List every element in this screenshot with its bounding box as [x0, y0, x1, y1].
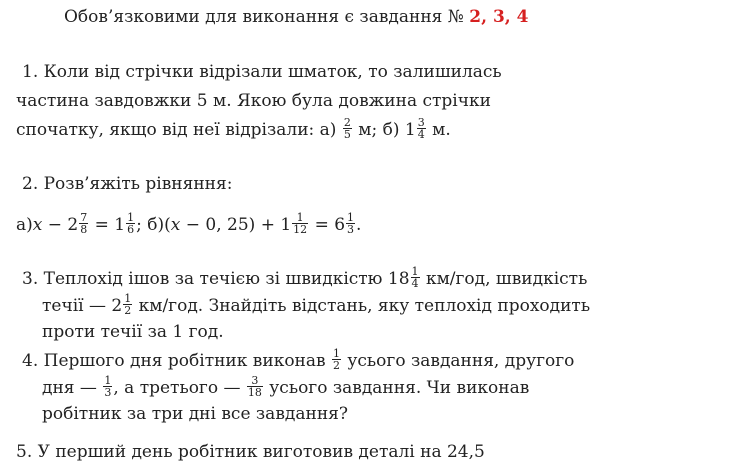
- task5-line1-partial: 5. У перший день робітник виготовив деталі на 24,5: [16, 442, 485, 462]
- task2-title: 2. Розв’яжіть рівняння:: [22, 174, 233, 194]
- assignment-header: [64, 6, 528, 28]
- fraction-1-3: $\frac{1}{3}$: [104, 374, 112, 399]
- task4-line2: дня — $\frac{1}{3}$ , а третього — $\frac{3}{18}$ усього завдання. Чи виконав: [42, 374, 530, 399]
- task1-line2: частина завдовжки 5 м. Якою була довжина стрічки: [16, 91, 491, 111]
- fraction-1-2: $\frac{1}{2}$: [333, 347, 340, 372]
- task3-line1: 3. Теплохід ішов за течією зі швидкістю 18 $\frac{1}{4}$ км/год, швидкість: [22, 265, 588, 290]
- fraction-3-18: $\frac{3}{18}$: [247, 374, 262, 399]
- task4-line3: робітник за три дні все завдання?: [42, 404, 348, 424]
- fraction-1-12: $\frac{1}{12}$: [293, 211, 308, 236]
- fraction-1-6: $\frac{1}{6}$: [127, 211, 135, 236]
- fraction-1-3: $\frac{1}{3}$: [347, 211, 355, 236]
- task1-line3: спочатку, якщо від неї відрізали: а) $\frac{2}{5}$ м; б) 1 $\frac{3}{4}$ м.: [16, 116, 451, 141]
- fraction-1-4: $\frac{1}{4}$: [411, 265, 419, 290]
- fraction-3-4: $\frac{3}{4}$: [417, 116, 425, 141]
- fraction-7-8: $\frac{7}{8}$: [80, 211, 88, 236]
- task3-line3: проти течії за 1 год.: [42, 322, 224, 342]
- task1-line1: 1. Коли від стрічки відрізали шматок, то залишилась: [22, 62, 502, 82]
- fraction-1-2: $\frac{1}{2}$: [124, 292, 132, 317]
- required-task-numbers: 2, 3, 4: [469, 7, 529, 27]
- fraction-2-5: $\frac{2}{5}$: [343, 116, 351, 141]
- task4-line1: 4. Першого дня робітник виконав $\frac{1}{2}$ усього завдання, другого: [22, 347, 575, 372]
- task3-line2: течії — 2 $\frac{1}{2}$ км/год. Знайдіть відстань, яку теплохід проходить: [42, 292, 591, 317]
- header-text: Обов’язковими для виконання є завдання №: [64, 7, 464, 27]
- task2-equations: а)x − 2 $\frac{7}{8}$ = 1 $\frac{1}{6}$ ; б)(x − 0, 25) + 1 $\frac{1}{12}$ = 6 $\frac{1}{3}$ .: [16, 211, 362, 236]
